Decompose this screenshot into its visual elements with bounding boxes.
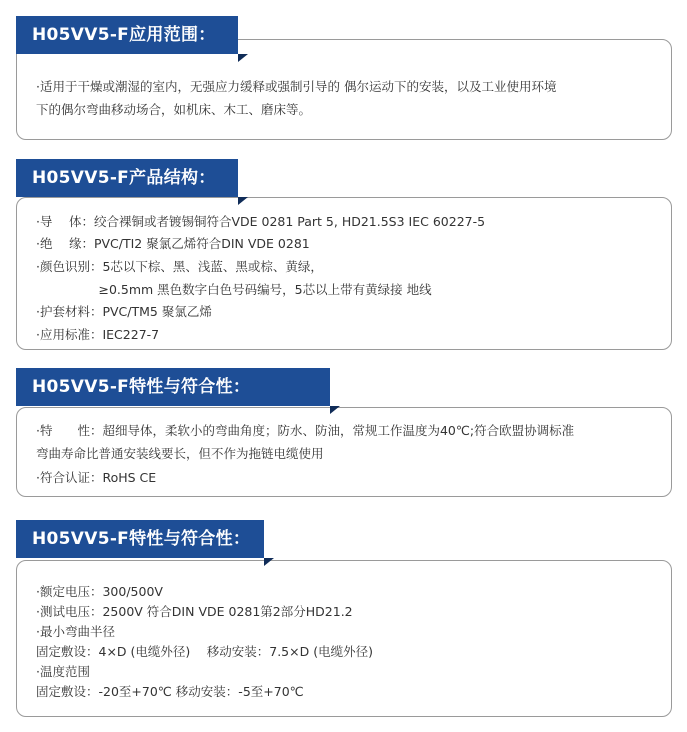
s2-line-0: ·导 体：绞合裸铜或者镀锡铜符合VDE 0281 Part 5, HD21.5S3 IEC 60227-5 [36,214,486,229]
s1-title: H05VV5-F应用范围： [16,16,238,54]
s1-line1: ·适用于干燥或潮湿的室内，无强应力缓释或强制引导的 偶尔运动下的安装，以及工业使用环境 [36,79,557,94]
s4-title: H05VV5-F特性与符合性： [16,520,264,558]
s2-line-2: ·颜色识别：5芯以下棕、黑、浅蓝、黑或棕、黄绿， [36,259,323,274]
s2-line-5: ·应用标准：IEC227-7 [36,327,160,342]
s1-line2: 下的偶尔弯曲移动场合，如机床、木工、磨床等。 [36,102,312,117]
s4-line-4: ·温度范围 [36,664,90,679]
s2-title: H05VV5-F产品结构： [16,159,238,197]
s3-line-1: 弯曲寿命比普通安装线要长，但不作为拖链电缆使用 [36,446,324,461]
s4-line-0: ·额定电压：300/500V [36,584,163,599]
s4-line-1: ·测试电压：2500V 符合DIN VDE 0281第2部分HD21.2 [36,604,353,619]
s4-line-5: 固定敷设：-20至+70℃ 移动安装：-5至+70℃ [36,684,304,699]
s4-line-2: ·最小弯曲半径 [36,624,115,639]
s3-line-0: ·特 性：超细导体，柔软小的弯曲角度；防水、防油，常规工作温度为40℃;符合欧盟协调标准 [36,423,575,438]
s3-line-2: ·符合认证：RoHS CE [36,470,157,485]
s2-line-4: ·护套材料：PVC/TM5 聚氯乙烯 [36,304,212,319]
s4-line-3: 固定敷设：4×D (电缆外径) 移动安装：7.5×D (电缆外径) [36,644,373,659]
s3-title: H05VV5-F特性与符合性： [16,368,330,406]
s2-line-3: ≥0.5mm 黑色数字白色号码编号，5芯以上带有黄绿接 地线 [36,282,432,297]
s2-line-1: ·绝 缘：PVC/TI2 聚氯乙烯符合DIN VDE 0281 [36,236,310,251]
